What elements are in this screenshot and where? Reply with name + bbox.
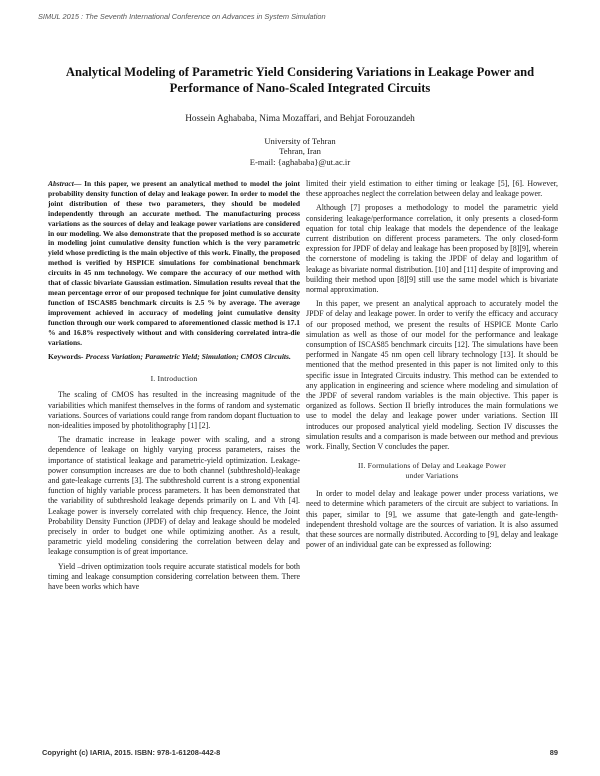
intro-paragraph-1: The scaling of CMOS has resulted in the increasing magnitude of the variabilities which manifest themselves in the forms of random and systematic variations. Sources of variations could range from random dopant fluctuation to non-idealities imposed by photolithography [1] [2]. (48, 390, 300, 431)
section-heading-formulations-line2: under Variations (405, 471, 459, 481)
right-paragraph-2: Although [7] proposes a methodology to model the parametric yield considering leakage/performance correlation, it only presents a closed-form equation for total chip leakage that models the dependence of the leakage current distribution on different process parameters. The only closed-form expression for JPDF of delay and leakage has been proposed by [8][9], wherein the cornerstone of modeling is taking the JPDF of delay and logarithm of leakage as bivariate normal distribution. [10] and [11] despite of improving and building their method upon [8][9] still use the same model which is bivariate normal approximation. (306, 203, 558, 295)
paper-title: Analytical Modeling of Parametric Yield Considering Variations in Leakage Power and Performance of Nano-Scaled Integrated Circuits (65, 65, 535, 95)
keywords (48, 352, 300, 362)
abstract-body: — In this paper, we present an analytical method to model the joint probability density function of delay and leakage power. In order to model the joint distribution of these two parameters, they should be modeled independently through an accurate method. The manufacturing process variations as the sources of delay and leakage power variations are considered in our modeling. We also demonstrate that the proposed method is so accurate in modeling joint cumulative density function which is the very parametric yield whose predicting is the main objective of this work. Finally, the proposed method is verified by HSPICE simulations for combinational benchmark circuits in 45 nm technology. We compare the accuracy of our method with that of classic bivariate Gaussian estimation. Simulation results reveal that the mean percentage error of our proposed technique for joint cumulative density function of ISCAS85 benchmark circuits is 2.5 % by average. The average improvement achieved in accuracy of modeling joint cumulative density function through our work compared to aforementioned classic method is 17.1 % and 16.8% respectively without and with considering correlated intra-die variations. (48, 179, 300, 347)
keywords-items: Process Variation; Parametric Yield; Simulation; CMOS Circuits. (85, 352, 291, 362)
section-heading-introduction: I. Introduction (150, 374, 198, 384)
affiliation-email: E-mail: {aghababa}@ut.ac.ir (249, 156, 351, 167)
right-paragraph-1: limited their yield estimation to either timing or leakage [5], [6]. However, these approaches neglect the correlation between delay and leakage power. (306, 179, 558, 199)
section-heading-formulations (306, 461, 558, 481)
right-paragraph-3: In this paper, we present an analytical approach to accurately model the JPDF of delay and leakage power. In order to verify the efficacy and accuracy of our proposed method, we present the results of HSPICE Monte Carlo simulation as well as those of our model for the performance and leakage consumption of ISCAS85 benchmark circuits [12]. The simulations have been performed in Nangate 45 nm open cell library technology [13]. It should be mentioned that the method presented in this paper is not limited only to this specific issue in Integrated Circuits industry. This method can be extended to any application in engineering and science where modeling and simulation of the JPDF of several random variables is the main objective. This paper is organized as follows. Section II briefly introduces the main formulations we use to model the delay and leakage power under variations. Section III introduces our proposed analytical yield modeling. Section IV discusses the simulation results and a comparison is made between our method and previous work. Finally, Section V concludes the paper. (306, 299, 558, 452)
keywords-lead: Keywords- (48, 352, 84, 362)
intro-paragraph-2: The dramatic increase in leakage power with scaling, and a strong dependence of leakage on highly varying process parameters, raises the importance of statistical leakage and parametric-yield optimization. Leakage-power consumption increases are due to both channel (subthreshold)-leakage and gate-leakage currents [3]. The subthreshold current is a strong exponential function of highly variable process parameters. It has been demonstrated that the variability of subthreshold leakage depends primarily on L and Vth [4]. Leakage power is inversely correlated with chip frequency. Hence, the Joint Probability Density Function (JPDF) of delay and leakage should be modeled precisely in order to budget one while optimizing another. As a result, parametric yield modeling considering the correlation between delay and leakage consumption is of great importance. (48, 435, 300, 557)
affiliation-block (40, 136, 560, 167)
footer-copyright: Copyright (c) IARIA, 2015. ISBN: 978-1-61208-442-8 (42, 748, 221, 757)
abstract (48, 179, 300, 347)
affiliation-institution: University of Tehran (264, 136, 336, 146)
footer-page-number: 89 (549, 748, 558, 757)
intro-paragraph-3: Yield –driven optimization tools require accurate statistical models for both timing and leakage consumption considering correlation between them. There have been works which have (48, 561, 300, 592)
running-head: SIMUL 2015 : The Seventh International Conference on Advances in System Simulation (38, 12, 326, 21)
left-column (48, 179, 300, 592)
author-list: Hossein Aghababa, Nima Mozaffari, and Behjat Forouzandeh (185, 114, 415, 124)
section-heading-formulations-line1: II. Formulations of Delay and Leakage Power (358, 461, 506, 471)
affiliation-location: Tehran, Iran (279, 146, 321, 157)
abstract-lead: Abstract (48, 179, 74, 188)
right-column (306, 179, 558, 551)
sec2-paragraph-1: In order to model delay and leakage power under process variations, we need to determine which parameters of the circuit are subject to variations. In this paper, similar to [9], we assume that gate-length and gate-length-independent threshold voltage are the sources of variation. It is also assumed that these sources are normally distributed. According to [9], delay and leakage power of an individual gate can be expressed as following: (306, 489, 558, 550)
